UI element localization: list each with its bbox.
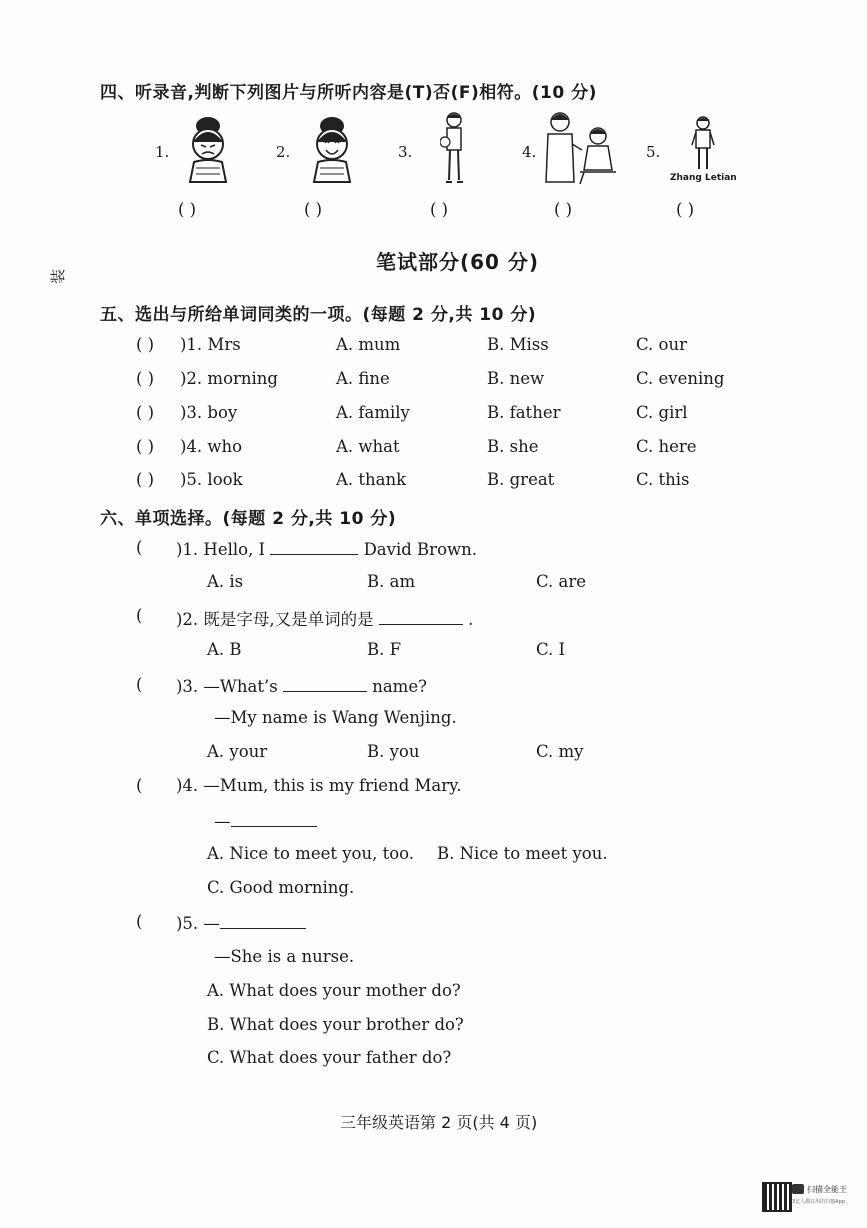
crying-girl-picture	[182, 112, 234, 184]
option-b[interactable]: B. Nice to meet you.	[437, 844, 608, 863]
question-prefix: )3. —What’s	[176, 677, 278, 696]
option-b[interactable]: B. she	[487, 437, 539, 456]
item-number: 2.	[276, 143, 291, 161]
question-prefix: )1. Hello, I	[176, 540, 266, 559]
option-a[interactable]: A. mum	[336, 335, 401, 354]
option-c[interactable]: C. my	[536, 742, 584, 761]
option-b[interactable]: B. F	[367, 640, 402, 659]
question-prefix: )5. —	[176, 914, 220, 933]
qr-code-icon	[762, 1182, 792, 1212]
question-word: )1. Mrs	[180, 335, 241, 354]
fill-blank[interactable]	[379, 608, 463, 625]
option-a[interactable]: A. thank	[336, 470, 407, 489]
section4-title: 四、听录音,判断下列图片与所听内容是(T)否(F)相符。(10 分)	[100, 83, 597, 103]
option-a[interactable]: A. what	[336, 437, 400, 456]
option-a[interactable]: A. Nice to meet you, too.	[207, 844, 415, 863]
option-a[interactable]: A. your	[207, 742, 268, 761]
option-c[interactable]: C. evening	[636, 369, 725, 388]
answer-parentheses[interactable]: ( )	[554, 200, 573, 219]
option-c[interactable]: C. our	[636, 335, 687, 354]
option-b[interactable]: B. am	[367, 572, 416, 591]
option-c[interactable]: C. girl	[636, 403, 688, 422]
question-suffix: David Brown.	[363, 540, 477, 559]
boy-with-ball-picture	[440, 110, 468, 188]
question-word: )3. boy	[180, 403, 238, 422]
option-a[interactable]: A. fine	[336, 369, 390, 388]
answer-parentheses[interactable]: ( )	[430, 200, 449, 219]
fill-blank[interactable]	[270, 538, 358, 555]
scanner-app-name: 扫描全能王	[807, 1185, 847, 1194]
option-c[interactable]: C. here	[636, 437, 697, 456]
option-b[interactable]: B. What does your brother do?	[207, 1015, 464, 1034]
question-text	[176, 538, 477, 559]
doctor-and-girl-picture	[540, 110, 616, 186]
answer-parenthesis-open[interactable]: (	[136, 675, 143, 694]
fill-blank[interactable]	[283, 675, 367, 692]
fill-blank[interactable]	[231, 810, 317, 827]
option-a[interactable]: A. B	[207, 640, 242, 659]
scanner-logo-icon	[792, 1184, 804, 1194]
answer-parentheses[interactable]: ( )	[676, 200, 695, 219]
section5-title: 五、选出与所给单词同类的一项。(每题 2 分,共 10 分)	[100, 305, 537, 325]
option-c[interactable]: C. I	[536, 640, 566, 659]
smiling-girl-picture	[306, 112, 358, 184]
answer-parenthesis-open[interactable]: (	[136, 776, 143, 795]
option-c[interactable]: C. this	[636, 470, 690, 489]
question-suffix: name?	[372, 677, 427, 696]
question-word: )4. who	[180, 437, 243, 456]
written-part-title: 笔试部分(60 分)	[376, 250, 540, 274]
question-text	[176, 912, 306, 933]
answer-parentheses[interactable]: ( )	[136, 369, 155, 388]
question-text: )4. —Mum, this is my friend Mary.	[176, 776, 462, 795]
boy-standing-picture	[690, 115, 716, 173]
option-b[interactable]: B. new	[487, 369, 545, 388]
item-number: 3.	[398, 143, 413, 161]
item-number: 5.	[646, 143, 661, 161]
option-c[interactable]: C. are	[536, 572, 587, 591]
answer-parentheses[interactable]: ( )	[136, 437, 155, 456]
option-b[interactable]: B. you	[367, 742, 420, 761]
question-word: )2. morning	[180, 369, 278, 388]
question-suffix: .	[468, 610, 474, 629]
page-footer: 三年级英语第 2 页(共 4 页)	[340, 1113, 538, 1132]
question-text	[176, 606, 473, 630]
dialogue-line: —She is a nurse.	[214, 947, 355, 966]
answer-parentheses[interactable]: ( )	[178, 200, 197, 219]
option-b[interactable]: B. Miss	[487, 335, 549, 354]
scanner-app-slogan: 3亿人都在用的扫描App	[792, 1199, 845, 1205]
item-number: 4.	[522, 143, 537, 161]
option-b[interactable]: B. father	[487, 403, 561, 422]
dialogue-line: —My name is Wang Wenjing.	[214, 708, 457, 727]
option-a[interactable]: A. is	[207, 572, 244, 591]
question-text	[176, 675, 427, 696]
fill-blank[interactable]	[220, 912, 306, 929]
option-c[interactable]: C. Good morning.	[207, 878, 355, 897]
item-number: 1.	[155, 143, 170, 161]
answer-parentheses[interactable]: ( )	[136, 403, 155, 422]
answer-parenthesis-open[interactable]: (	[136, 606, 143, 625]
figure-caption: Zhang Letian	[670, 173, 737, 183]
answer-parentheses[interactable]: ( )	[136, 335, 155, 354]
option-a[interactable]: A. family	[336, 403, 410, 422]
option-a[interactable]: A. What does your mother do?	[207, 981, 461, 1000]
binding-mark: 装	[49, 268, 68, 285]
question-prefix: )2. 既是字母,又是单词的是	[176, 610, 374, 629]
answer-parentheses[interactable]: ( )	[136, 470, 155, 489]
dialogue-dash: —	[214, 812, 231, 831]
section6-title: 六、单项选择。(每题 2 分,共 10 分)	[100, 509, 397, 529]
option-b[interactable]: B. great	[487, 470, 555, 489]
option-c[interactable]: C. What does your father do?	[207, 1048, 452, 1067]
answer-parenthesis-open[interactable]: (	[136, 912, 143, 931]
answer-parentheses[interactable]: ( )	[304, 200, 323, 219]
answer-parenthesis-open[interactable]: (	[136, 538, 143, 557]
dialogue-line	[214, 810, 317, 831]
question-word: )5. look	[180, 470, 243, 489]
